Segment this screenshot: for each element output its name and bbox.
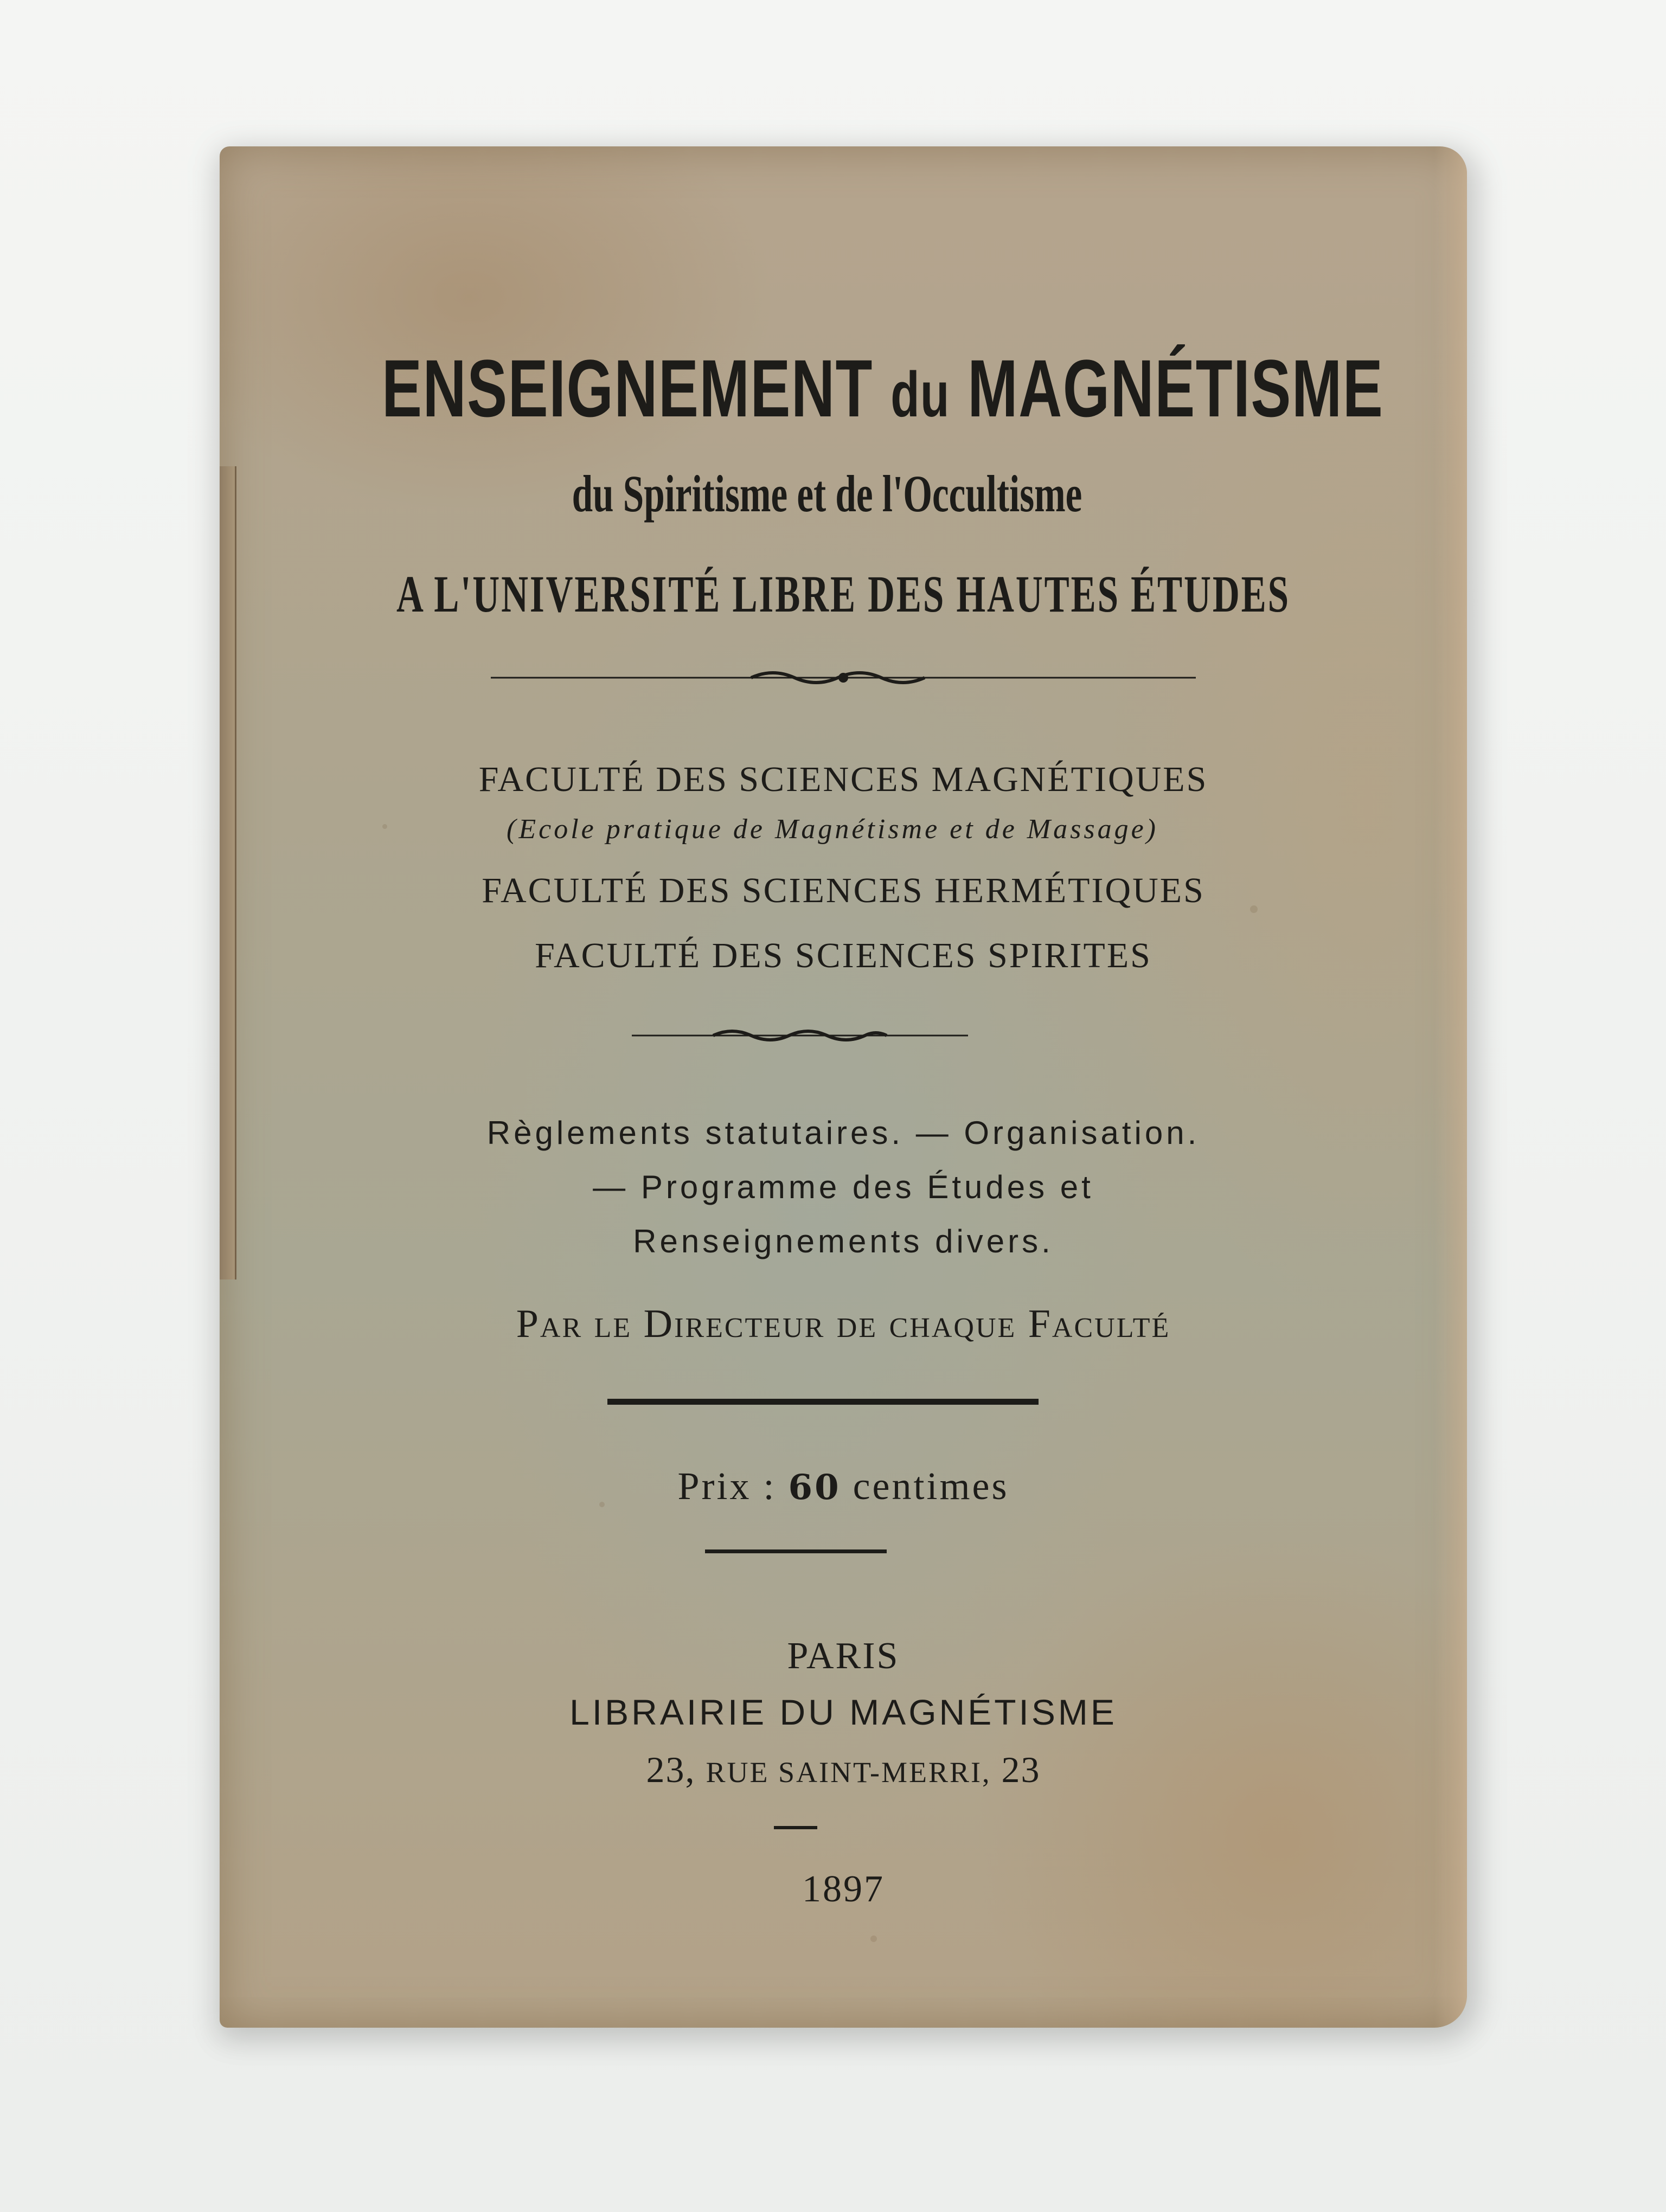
cover-title	[382, 342, 1384, 435]
price-label: Prix :	[677, 1464, 777, 1508]
description-line-2: — Programme des Études et	[593, 1169, 1094, 1205]
publication-year: 1897	[802, 1868, 885, 1910]
description-line-3: Renseignements divers.	[633, 1223, 1054, 1259]
ornament-divider-middle	[632, 1025, 968, 1046]
title-word-enseignement: ENSEIGNEMENT	[382, 343, 873, 434]
publisher-address	[220, 1748, 1467, 1791]
price-line	[220, 1464, 1467, 1509]
divider-rule-tiny	[774, 1826, 817, 1829]
divider-rule-short	[705, 1549, 887, 1553]
subtitle-spiritisme: du Spiritisme et de l'Occultisme	[572, 465, 1082, 523]
publisher-name: LIBRAIRIE DU MAGNÉTISME	[569, 1692, 1117, 1732]
worn-right-edge	[1434, 146, 1467, 2028]
booklet-cover	[220, 146, 1467, 2028]
paper-stain	[870, 1935, 877, 1942]
description-line-1: Règlements statutaires. — Organisation.	[486, 1115, 1200, 1151]
publisher-city: PARIS	[787, 1635, 900, 1677]
price-unit: centimes	[853, 1464, 1009, 1508]
title-word-magnetisme: MAGNÉTISME	[967, 343, 1384, 434]
ornament-divider-top	[491, 667, 1196, 689]
faculty-magnetic-note: (Ecole pratique de Magnétisme et de Massage)	[507, 814, 1158, 845]
title-word-du: du	[890, 359, 950, 430]
author-line: Par le Directeur de chaque Faculté	[516, 1302, 1171, 1346]
address-number-left: 23,	[646, 1749, 696, 1790]
faculty-spirit-sciences: FACULTÉ DES SCIENCES SPIRITES	[535, 936, 1152, 975]
address-street: RUE SAINT-MERRI,	[706, 1756, 991, 1789]
faculty-magnetic-sciences: FACULTÉ DES SCIENCES MAGNÉTIQUES	[478, 760, 1208, 799]
subtitle-universite: A L'UNIVERSITÉ LIBRE DES HAUTES ÉTUDES	[396, 565, 1290, 623]
price-value: 60	[788, 1467, 841, 1508]
address-number-right: 23	[1001, 1749, 1041, 1790]
divider-rule-long	[607, 1399, 1039, 1405]
faculty-hermetic-sciences: FACULTÉ DES SCIENCES HERMÉTIQUES	[482, 871, 1205, 910]
